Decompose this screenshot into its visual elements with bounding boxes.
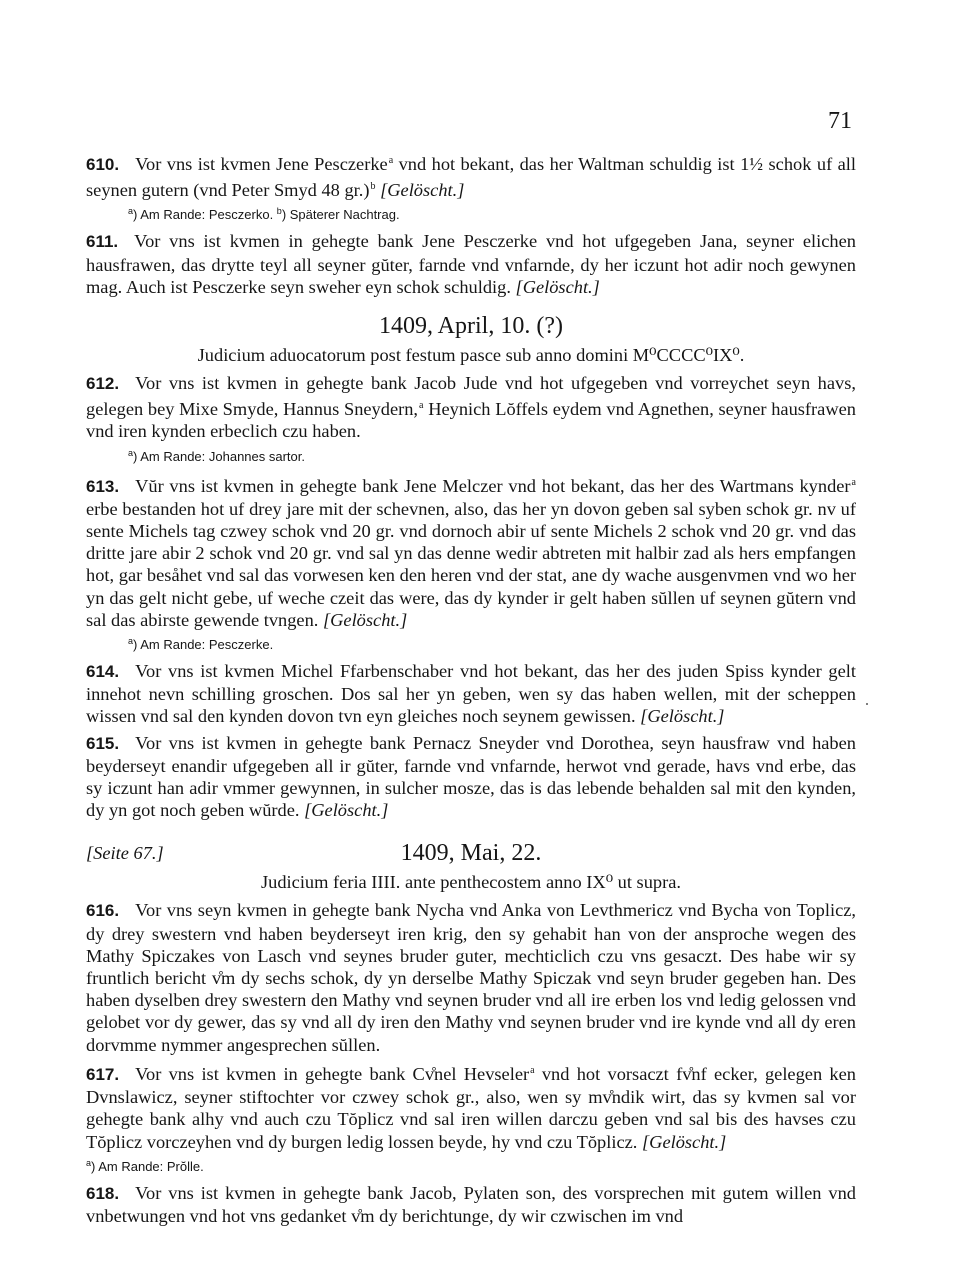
entry-text: Heynich Lŏffels eydem vnd Agnethen, seyner hausfrawen vnd iren kynden erbeclich czu haben. xyxy=(86,399,856,442)
entry-number: 612. xyxy=(86,374,120,394)
footnote-marker: b xyxy=(370,181,376,193)
page-number: 71 xyxy=(828,108,852,134)
entry-text: erbe bestanden hot uf drey jare mit der schevnen, also, das her yn dovon geben sal syben schok gr. nv uf sente Michels tag czwey schok vnd 20 gr. vnd dornoch abir uf sente Michels 2 schok vnd 20 gr. vnd das dritte jare abir 2 schok vnd 20 gr. vnd sal yn das denne wedir abtreten mit halbir zad als hers empfangen hot, gar besåhet vnd sal das vorwesen ken den heren vnd der stat, ane dy wache ausgenvmen vnd wo her yn das gelt nicht gebe, uf weche czeit das were, das dy kynder ir gelt haben sŭllen uf seynen gŭtern vnd sal das abirste gewende tvngen. xyxy=(86,498,856,630)
footnote: $^a$) Am Rande: Prŏlle. xyxy=(86,1157,204,1174)
entry-text: Vor vns ist kvmen in gehegte bank Jene Pesczerke vnd hot ufgegeben Jana, seyner elichen hausfrawen, das drytte teyl all seyner gŭter, farnde vnd vnfarnde, dy her iczunt hot adir noch gewynen mag. Auch ist Pesczerke seyn sweher eyn schok schuldig. xyxy=(86,231,856,297)
entry-number: 615. xyxy=(86,733,120,753)
deleted-note: [Gelöscht.] xyxy=(322,609,408,630)
entry-text: Vor vns ist kvmen in gehegte bank Cv̊nel Hevseler xyxy=(135,1063,530,1084)
entry-number: 614. xyxy=(86,662,120,682)
section-date-row xyxy=(86,839,856,867)
entry-text: Vor vns ist kvmen in gehegte bank Pernacz Sneyder vnd Dorothea, seyn hausfraw vnd haben beyderseyt enandir ufgegeben all ir gŭter, farnde vnd vnfarnde, herwot vnd gerade, havs vnd erbe, das sy iczunt han adir vmmer gewynnen, in sulcher mosze, das is das lebende behalden sal mit den kynden, dy yn got noch geben wŭrde. xyxy=(86,732,856,821)
entry-text: Vor vns seyn kvmen in gehegte bank Nycha vnd Anka von Levthmericz vnd Bycha von Toplicz, dy drey swestern vnd haben beyderseyt iren krig, den sy gehabit han von der ansproche wegen des Mathy Spiczakes von Lasch vnd seynes bruder guter, mechticlich czu vns gesaczt. Des habe wir sy fruntlich bericht v̊m dy sechs schok, dy yn derselbe Mathy Spiczak vnd seyn bruder gegeben han. Des haben dyselben drey swestern den Mathy vnd seynen bruder vnd all ire erben los vnd ledig gelossen vnd gelobet vor dy gewer, das sy vnd all dy iren den Mathy vnd seynen bruder vnd ire kynde vnd all dy eren dorvmme nymmer angesprechen sŭllen. xyxy=(86,900,856,1055)
section-heading: Judicium feria IIII. ante penthecostem anno IX⁰ ut supra. xyxy=(261,872,681,893)
entry-number: 613. xyxy=(86,476,120,496)
entry-615 xyxy=(86,732,856,822)
entry-613 xyxy=(86,472,856,631)
entry-number: 610. xyxy=(86,155,120,174)
section-heading: Judicium aduocatorum post festum pasce sub anno domini M⁰CCCC⁰IX⁰. xyxy=(197,345,745,366)
entry-text: Vor vns ist kvmen in gehegte bank Jacob Jude vnd hot ufgegeben vnd vorreychet seyn havs, gelegen bey Mixe Smyde, Hannus Sneydern, xyxy=(86,373,856,420)
entry-610 xyxy=(86,150,856,201)
entry-text: vnd hot vorsaczt fv̊nf ecker, gelegen ken Dvnslawicz, seyner stiftochter vor czwey schok gr., also, wen sy mv̊ndik wirt, das sy kvmen sal vor gehegte bank alhy vnd auch czu Tŏplicz vnd sal iren willen darczu geben vnd sal bis des havses czu Tŏplicz vorczeyhen vnd dy burgen ledig lossen beyde, hy vnd czu Tŏplicz. xyxy=(86,1063,856,1152)
entry-number: 611. xyxy=(86,232,119,252)
deleted-note: [Gelöscht.] xyxy=(304,800,389,821)
section-date: 1409, April, 10. (?) xyxy=(379,313,563,340)
deleted-note: [Gelöscht.] xyxy=(640,706,725,727)
entry-text: Vor vns ist kvmen Jene Pesczerke xyxy=(135,154,388,174)
footnote-marker: a xyxy=(530,1064,535,1076)
footnote-marker: a xyxy=(419,400,424,412)
entry-618 xyxy=(86,1182,856,1227)
entry-text: Vor vns ist kvmen Michel Ffarbenschaber vnd hot bekant, das her des juden Spiss kynder gelt innehot nevn schilling groschen. Dos sal her yn geben, wen sy das haben wellen, mit der scheppen wissen vnd sal den kynden dovon tvn eyn gleiches noch seynem gewissen. xyxy=(86,661,856,727)
section-date: 1409, Mai, 22. xyxy=(400,840,542,867)
deleted-note: [Gelöscht.] xyxy=(642,1131,727,1152)
footnote-marker: a xyxy=(388,155,394,166)
entry-text: vnd hot bekant, das her Waltman schuldig ist 1½ schok uf all seynen gutern (vnd Peter Smyd 48 gr.) xyxy=(86,154,857,201)
footnote: $^a$) Am Rande: Pesczerke. xyxy=(128,636,274,653)
footnote-marker: a xyxy=(851,476,856,488)
entry-612 xyxy=(86,372,856,443)
entry-number: 616. xyxy=(86,901,120,921)
entry-617 xyxy=(86,1060,856,1153)
entry-614 xyxy=(86,660,856,728)
page-reference: [Seite 67.] xyxy=(86,843,164,864)
entry-611 xyxy=(86,230,856,298)
deleted-note: [Gelöscht.] xyxy=(515,276,600,297)
entry-number: 618. xyxy=(86,1183,120,1203)
deleted-note: [Gelöscht.] xyxy=(380,180,465,201)
footnote: $^a$) Am Rande: Johannes sartor. xyxy=(128,447,305,464)
margin-speck xyxy=(866,703,868,705)
footnote: $^a$) Am Rande: Pesczerko. $^b$) Späterer Nachtrag. xyxy=(128,206,400,223)
entry-text: Vŭr vns ist kvmen in gehegte bank Jene Melczer vnd hot bekant, das her des Wartmans kynder xyxy=(135,475,851,496)
entry-text: Vor vns ist kvmen in gehegte bank Jacob, Pylaten son, des vorsprechen mit gutem willen vnd vnbetwungen vnd hot vns gedanket v̊m dy berichtunge, dy wir czwischen im vnd xyxy=(86,1182,856,1226)
entry-number: 617. xyxy=(86,1064,120,1084)
page-body xyxy=(86,150,856,1227)
entry-616 xyxy=(86,899,856,1055)
